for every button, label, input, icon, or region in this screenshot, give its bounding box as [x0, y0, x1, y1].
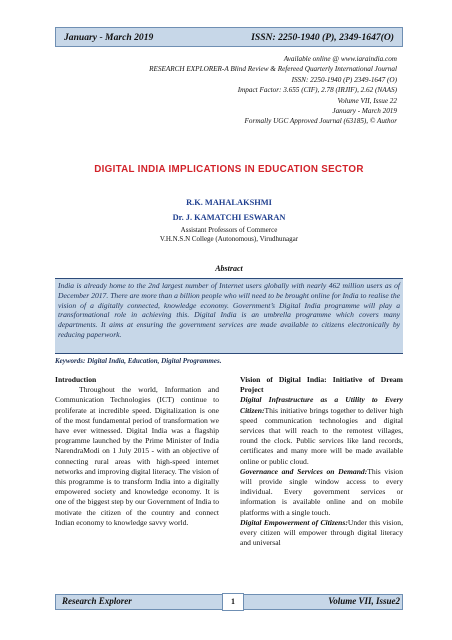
page-number: 1 — [222, 593, 244, 611]
vision-item — [240, 467, 403, 518]
vision-item-title: Digital Infrastructure as a Utility to Every Citizen: — [240, 395, 403, 415]
abstract-box — [55, 278, 403, 354]
meta-line: Available online @ www.iaraindia.com — [283, 55, 397, 63]
left-column — [55, 375, 219, 583]
meta-line: ISSN: 2250-1940 (P) 2349-1647 (O) — [291, 75, 397, 84]
header-date: January - March 2019 — [64, 31, 154, 43]
vision-item-title: Governance and Services on Demand: — [240, 466, 368, 476]
vision-item — [240, 518, 403, 549]
footer-journal-name: Research Explorer — [62, 596, 132, 606]
journal-footer-bar — [55, 594, 403, 610]
author-name: Dr. J. KAMATCHI ESWARAN — [172, 213, 286, 222]
paper-title: DIGITAL INDIA IMPLICATIONS IN EDUCATION SECTOR — [94, 164, 364, 175]
body-paragraph: Throughout the world, Information and Communication Technologies (ICT) continue to proliferate at incredible speed. Digitalization is one of the most fundamental period of transformation we have ever witnessed. Digital India was a flagship programme launched by the Prime Minister of India NarendraModi on 1 July 2015 - with an objective of connecting rural areas with high-speed internet networks and improving digital literacy. The vision of this programme is to transform India into a digitally empowered society and knowledge economy. It is one of the biggest step by our Government of India to motivate the citizen of the country and connect Indian economy to knowledge savvy world. — [55, 385, 219, 527]
header-issn: ISSN: 2250-1940 (P), 2349-1647(O) — [251, 31, 394, 43]
section-heading: Vision of Digital India: Initiative of Dream Project — [240, 375, 403, 395]
meta-line: RESEARCH EXPLORER-A Blind Review & Refereed Quarterly International Journal — [149, 65, 397, 74]
affiliation-line: Assistant Professors of Commerce — [180, 226, 278, 234]
footer-volume: Volume VII, Issue2 — [328, 596, 400, 606]
author-name: R.K. MAHALAKSHMI — [186, 198, 272, 207]
meta-line: January - March 2019 — [332, 107, 397, 116]
meta-line: Impact Factor: 3.655 (CIF), 2.78 (IRJIF), 2.62 (NAAS) — [237, 86, 397, 95]
vision-item — [240, 395, 403, 466]
right-column — [240, 375, 403, 607]
journal-header-bar — [55, 27, 403, 47]
vision-item-title: Digital Empowerment of Citizens: — [240, 517, 348, 527]
vision-item-text: This initiative brings together to deliver high speed communication technologies and digital services that will reach to the remotest villages, round the clock. Public services like land records, certificates and many more will be made available online or public cloud. — [240, 405, 403, 466]
vision-item-text: Under this vision, every citizen will empower through digital literacy and universal — [240, 517, 403, 548]
abstract-heading: Abstract — [215, 264, 243, 273]
abstract-text: India is already home to the 2nd largest number of Internet users globally with nearly 462 million users as of December 2017. There are more than a billion people who will need to be brought online for India to realise the vision of a digitally connected, knowledge economy. Government’s Digital India programme will play a transformational role in achieving this. Digital India is an umbrella programme which covers many departments. It aims at ensuring the government services are made available to citizens electronically by reducing paperwork. — [58, 281, 400, 339]
section-heading: Introduction — [55, 375, 97, 384]
affiliation-line: V.H.N.S.N College (Autonomous), Virudhunagar — [159, 235, 299, 243]
meta-line: Volume VII, Issue 22 — [337, 96, 397, 105]
meta-line: Formally UGC Approved Journal (63185), © Author — [244, 117, 397, 126]
keywords: Keywords: Digital India, Education, Digital Programmes. — [55, 357, 222, 365]
journal-meta — [67, 54, 397, 127]
vision-item-text: This vision will provide single window access to every individual. Every government services or information is available online and on mobile platforms with a single touch. — [240, 466, 403, 517]
